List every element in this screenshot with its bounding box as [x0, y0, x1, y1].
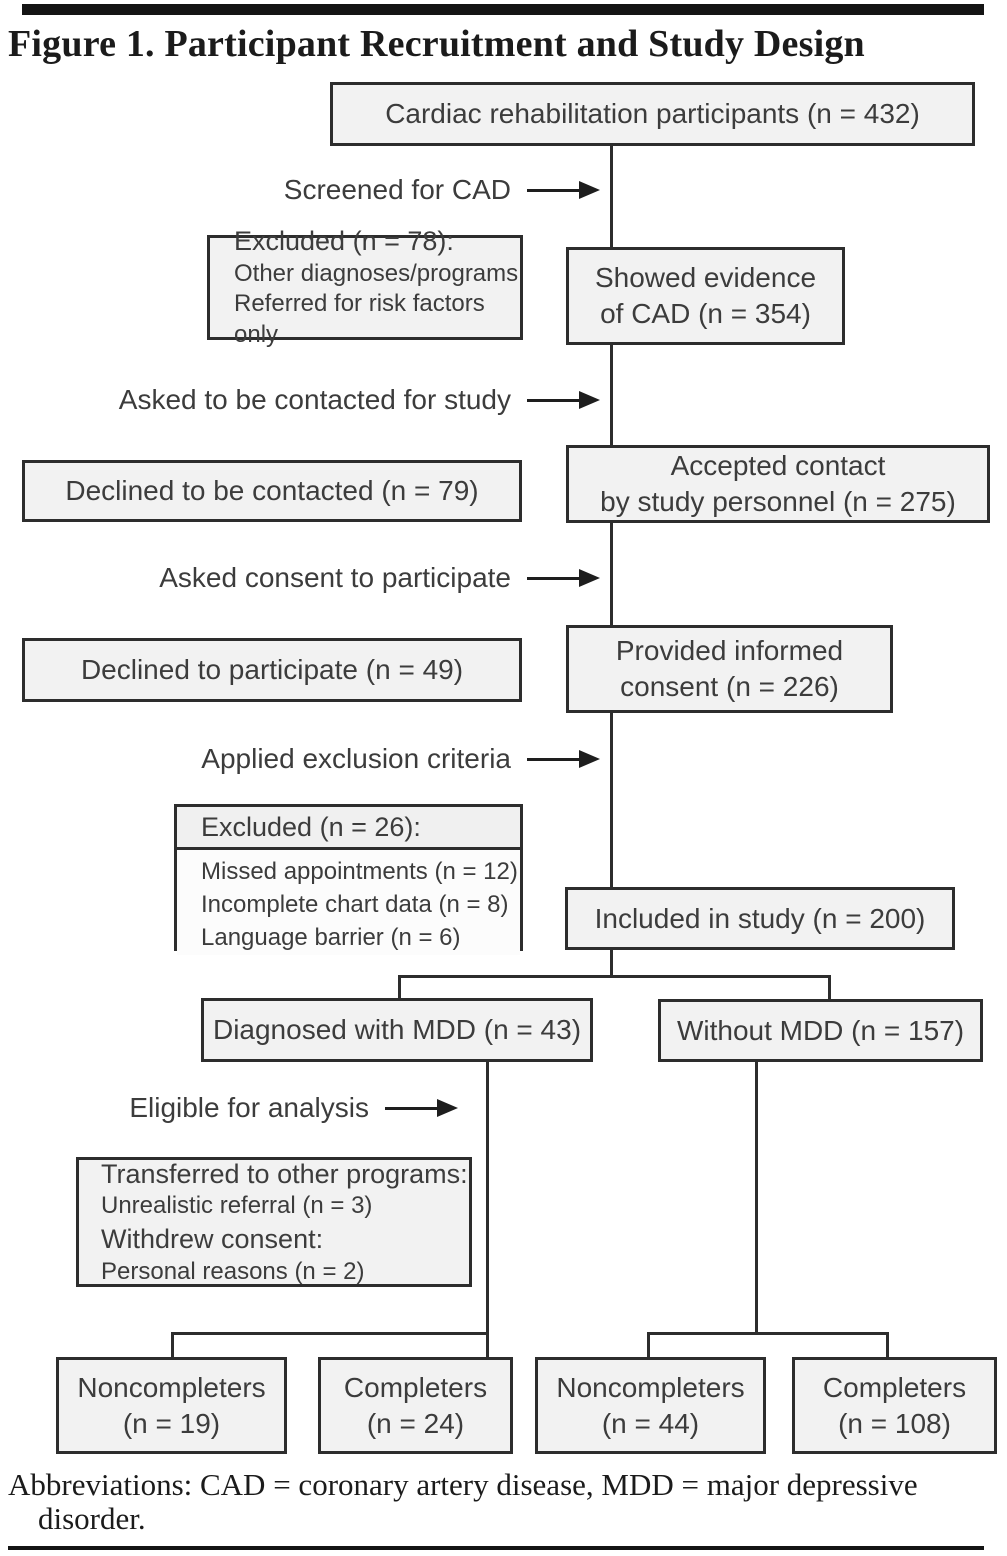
- connector-line: [610, 345, 613, 445]
- node-item: Missed appointments (n = 12): [201, 858, 518, 885]
- node-diagnosed-mdd: [201, 998, 593, 1062]
- node-mdd-completers: [318, 1357, 513, 1454]
- step-label: Asked consent to participate: [159, 562, 511, 593]
- step-label: Screened for CAD: [283, 174, 511, 205]
- node-excluded-78: [207, 226, 523, 349]
- connector-line: [886, 1332, 889, 1357]
- node-transferred-withdrew: [76, 1157, 472, 1287]
- node-heading: Transferred to other programs:: [101, 1158, 468, 1189]
- connector-line: [610, 950, 613, 978]
- right-arrow-icon: [579, 181, 600, 199]
- figure-title: Figure 1. Participant Recruitment and Study Design: [8, 23, 865, 65]
- node-text: Declined to participate (n = 49): [80, 654, 464, 686]
- node-text: Provided informed: [615, 635, 844, 667]
- node-accepted-contact: [566, 445, 990, 523]
- node-mdd-noncompleters: [56, 1357, 287, 1454]
- node-heading: Excluded (n = 26):: [177, 807, 520, 850]
- step-applied-exclusion: [201, 741, 600, 777]
- node-item: Other diagnoses/programs: [234, 259, 519, 287]
- node-heading: Excluded (n = 78):: [234, 226, 454, 257]
- node-text: consent (n = 226): [620, 671, 839, 702]
- node-text: (n = 24): [366, 1407, 465, 1439]
- node-text: (n = 108): [838, 1407, 951, 1439]
- node-included-study: [565, 887, 955, 950]
- node-text: Accepted contact: [670, 450, 886, 482]
- connector-line: [610, 713, 613, 887]
- arrow-shaft: [385, 1107, 437, 1110]
- node-text: Noncompleters: [556, 1371, 745, 1403]
- right-arrow-icon: [579, 391, 600, 409]
- connector-line: [610, 523, 613, 625]
- arrow-shaft: [527, 399, 579, 402]
- right-arrow-icon: [437, 1099, 458, 1117]
- node-text: of CAD (n = 354): [600, 298, 811, 329]
- node-text: Without MDD (n = 157): [676, 1014, 965, 1046]
- arrow-shaft: [527, 189, 579, 192]
- node-heading: Withdrew consent:: [101, 1224, 324, 1254]
- connector-line: [647, 1332, 889, 1335]
- node-text: Noncompleters: [77, 1371, 266, 1403]
- step-label: Applied exclusion criteria: [201, 743, 511, 774]
- step-label: Eligible for analysis: [129, 1092, 369, 1123]
- bottom-rule: [8, 1546, 984, 1550]
- arrow-shaft: [527, 577, 579, 580]
- node-text: Cardiac rehabilitation participants (n = 432): [385, 98, 920, 130]
- node-item: Incomplete chart data (n = 8): [201, 890, 509, 918]
- connector-line: [171, 1332, 174, 1359]
- right-arrow-icon: [579, 569, 600, 587]
- step-asked-contact: [119, 382, 600, 418]
- connector-line: [647, 1332, 650, 1357]
- node-item: Language barrier (n = 6): [201, 923, 461, 951]
- step-label: Asked to be contacted for study: [118, 384, 511, 415]
- node-text: Declined to be contacted (n = 79): [65, 475, 479, 507]
- node-text: Completers: [822, 1371, 967, 1403]
- node-item: Personal reasons (n = 2): [101, 1257, 365, 1285]
- node-text: by study personnel (n = 275): [600, 486, 956, 517]
- arrow-shaft: [527, 758, 579, 761]
- abbreviations-line2: disorder.: [38, 1501, 146, 1537]
- node-item-list: [177, 850, 520, 955]
- abbreviations-note: [8, 1468, 1000, 1536]
- node-item: Unrealistic referral (n = 3): [101, 1192, 373, 1220]
- step-eligible-analysis: [129, 1090, 458, 1126]
- node-cardiac-rehab-participants: [330, 82, 975, 146]
- node-text: Completers: [343, 1371, 488, 1403]
- connector-line: [398, 975, 401, 1000]
- connector-line: [171, 1332, 488, 1335]
- connector-line: [610, 146, 613, 247]
- right-arrow-icon: [579, 750, 600, 768]
- node-text: (n = 19): [122, 1407, 221, 1439]
- node-text: Diagnosed with MDD (n = 43): [212, 1014, 582, 1046]
- connector-line: [398, 975, 831, 978]
- node-provided-consent: [566, 625, 893, 713]
- node-nomdd-completers: [792, 1357, 997, 1454]
- step-screened-for-cad: [284, 172, 600, 208]
- step-asked-consent: [159, 560, 600, 596]
- node-text: Showed evidence: [594, 262, 817, 294]
- node-item: Referred for risk factors only: [234, 290, 485, 349]
- node-nomdd-noncompleters: [535, 1357, 766, 1454]
- node-declined-contact: [22, 460, 522, 522]
- node-text: Included in study (n = 200): [594, 902, 926, 934]
- node-text: (n = 44): [601, 1407, 700, 1439]
- node-excluded-26: [174, 804, 523, 951]
- top-rule: [22, 4, 984, 15]
- node-declined-participate: [22, 638, 522, 702]
- node-showed-cad: [566, 247, 845, 345]
- connector-line: [755, 1062, 758, 1334]
- connector-line: [828, 975, 831, 1001]
- node-without-mdd: [658, 999, 983, 1062]
- abbreviations-line1: Abbreviations: CAD = coronary artery disease, MDD = major depressive: [8, 1467, 918, 1502]
- connector-line: [486, 1062, 489, 1357]
